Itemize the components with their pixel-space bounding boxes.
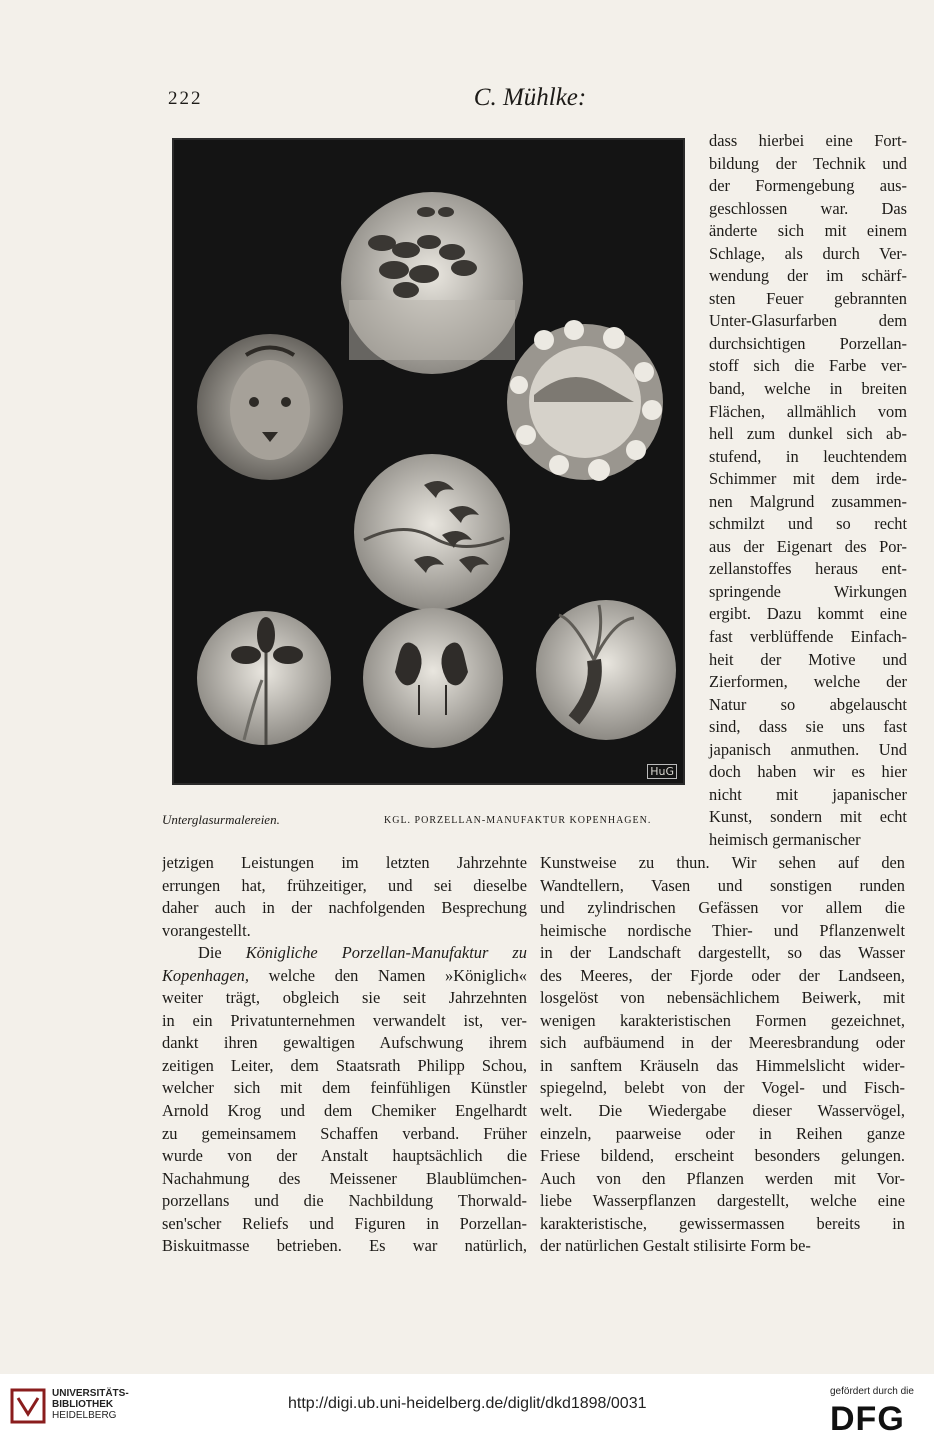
text-line: losgelöst von nebensächlichem Beiwerk, mit xyxy=(540,988,905,1008)
text-line: vorangestellt. xyxy=(162,920,251,940)
text-line: hell zum dunkel sich ab- xyxy=(709,424,907,444)
roosters-plate xyxy=(363,608,503,748)
text-line: heit der Motive und xyxy=(709,649,907,669)
text-line: Flächen, allmählich vom xyxy=(709,401,907,421)
text-line: karakteristische, gewissermassen bereits in xyxy=(540,1213,905,1233)
library-name xyxy=(52,1388,129,1421)
text-span: welche den Namen »Königlich« xyxy=(248,965,527,985)
text-line: Schimmer mit dem irde- xyxy=(709,469,907,489)
text-line: durchsichtigen Porzellan- xyxy=(709,333,907,353)
permalink-url[interactable]: http://digi.ub.uni-heidelberg.de/diglit/dkd1898/0031 xyxy=(288,1395,647,1412)
text-line: in der Landschaft dargestellt, so das Wasser xyxy=(540,943,905,963)
text-line: jetzigen Leistungen im letzten Jahrzehnte xyxy=(162,853,527,872)
text-line: Kunst, sondern mit echt xyxy=(709,807,907,827)
iris-plate xyxy=(197,611,331,745)
right-column-text xyxy=(540,852,905,1258)
landscape-flower-plate xyxy=(507,320,663,481)
text-line: Arnold Krog und dem Chemiker Engelhardt xyxy=(162,1101,527,1121)
text-line: heimische nordische Thier- und Pflanzenwelt xyxy=(540,920,905,940)
caption-left: Unterglasurmalereien. xyxy=(162,812,280,827)
text-line: dass hierbei eine Fort- xyxy=(709,131,907,150)
text-line: doch haben wir es hier xyxy=(709,762,907,782)
text-line: geschlossen war. Das xyxy=(709,198,907,218)
text-line: wurde von der Anstalt hauptsächlich die xyxy=(162,1146,527,1166)
text-line: heimisch germanischer xyxy=(709,829,861,849)
text-line: sind, dass sie uns fast xyxy=(709,717,907,737)
text-line xyxy=(162,965,527,988)
text-line: fast verblüffende Einfach- xyxy=(709,627,907,647)
text-line: sen'scher Reliefs und Figuren in Porzellan- xyxy=(162,1213,527,1233)
text-line: sten Feuer gebrannten xyxy=(709,288,907,308)
text-line: schmilzt und so recht xyxy=(709,514,907,534)
text-line: zeitigen Leiter, dem Staatsrath Philipp Schou, xyxy=(162,1055,527,1075)
side-column-text xyxy=(709,130,907,852)
text-line: Kunstweise zu thun. Wir sehen auf den xyxy=(540,853,905,872)
text-span: Die xyxy=(198,943,246,963)
text-line: in ein Privatunternehmen verwandelt ist, ver- xyxy=(162,1010,527,1030)
text-line: band, welche in breiten xyxy=(709,379,907,399)
text-line: ergibt. Dazu kommt eine xyxy=(709,604,907,624)
text-line: welcher sich mit dem feinfühligen Künstler xyxy=(162,1078,527,1098)
text-line: dankt ihren gewaltigen Aufschwung ihrem xyxy=(162,1033,527,1053)
text-line: stoff sich die Farbe ver- xyxy=(709,356,907,376)
text-line: wenigen karakteristischen Formen gezeichnet, xyxy=(540,1010,905,1030)
text-line: zu gemeinsamem Schaffen verband. Früher xyxy=(162,1123,527,1143)
library-line-2: BIBLIOTHEK xyxy=(52,1399,114,1410)
funding-note: gefördert durch die xyxy=(830,1386,914,1397)
text-line: Auch von den Pflanzen werden mit Vor- xyxy=(540,1168,905,1188)
text-line: sich aufbäumend in der Meeresbrandung oder xyxy=(540,1033,905,1053)
left-column-text xyxy=(162,852,527,1258)
text-line: wendung der im schärf- xyxy=(709,266,907,286)
text-line: der natürlichen Gestalt stilisirte Form be- xyxy=(540,1236,811,1256)
text-line: einzeln, paarweise oder in Reihen ganze xyxy=(540,1123,905,1143)
text-line xyxy=(162,942,527,965)
text-line: aus der Eigenart des Por- xyxy=(709,536,907,556)
text-line: nicht mit japanischer xyxy=(709,784,907,804)
text-line: der Formengebung aus- xyxy=(709,176,907,196)
text-line: in sanftem Kräuseln das Himmelslicht wider- xyxy=(540,1055,905,1075)
text-line: porzellans und die Nachbildung Thorwald- xyxy=(162,1191,527,1211)
text-line: japanisch anmuthen. Und xyxy=(709,739,907,759)
library-line-3: HEIDELBERG xyxy=(52,1410,117,1421)
text-line: des Meeres, der Fjorde oder der Landseen, xyxy=(540,965,905,985)
text-line: springende Wirkungen xyxy=(709,581,907,601)
text-line: weiter trägt, obgleich sie seit Jahrzehnten xyxy=(162,988,527,1008)
text-line: bildung der Technik und xyxy=(709,153,907,173)
porcelain-plates-photograph xyxy=(172,138,685,785)
artist-monogram: HuG xyxy=(647,764,677,779)
lion-plate xyxy=(197,334,343,480)
text-line: Wandtellern, Vasen und sonstigen runden xyxy=(540,875,905,895)
text-line: Schlage, als durch Ver- xyxy=(709,243,907,263)
text-line: Unter-Glasurfarben dem xyxy=(709,311,907,331)
willow-tree-plate xyxy=(536,600,676,740)
text-line: Nachahmung des Meissener Blaublümchen- xyxy=(162,1168,527,1188)
text-line: daher auch in der nachfolgenden Besprechung xyxy=(162,898,527,918)
digitization-footer xyxy=(0,1374,934,1444)
text-line: zellanstoffes heraus ent- xyxy=(709,559,907,579)
manufactory-name: Königliche Porzellan-Manufaktur zu xyxy=(245,943,527,963)
text-line: welt. Die Wiedergabe dieser Wasservögel, xyxy=(540,1101,905,1121)
caption-right: KGL. PORZELLAN-MANUFAKTUR KOPENHAGEN. xyxy=(384,815,652,826)
plates-illustration xyxy=(174,140,683,783)
text-line: errungen hat, frühzeitiger, und sei dieselbe xyxy=(162,875,527,895)
text-line: änderte sich mit einem xyxy=(709,221,907,241)
text-line: Biskuitmasse betrieben. Es war natürlich, xyxy=(162,1236,527,1256)
text-line: nen Malgrund zusammen- xyxy=(709,491,907,511)
text-line: Friese bildend, erscheint besonders gelungen. xyxy=(540,1146,905,1166)
ducks-plate xyxy=(341,192,523,374)
text-line: liebe Wasserpflanzen dargestellt, welche eine xyxy=(540,1191,905,1211)
text-line: Natur so abgelauscht xyxy=(709,694,907,714)
text-line: Zierformen, welche der xyxy=(709,672,907,692)
text-line: spiegelnd, belebt von der Vogel- und Fisch- xyxy=(540,1078,905,1098)
text-line: stufend, in leuchtendem xyxy=(709,446,907,466)
text-line: und zylindrischen Gefässen vor allem die xyxy=(540,898,905,918)
waves-plate xyxy=(354,454,510,610)
library-line-1: UNIVERSITÄTS- xyxy=(52,1388,129,1399)
running-head: C. Mühlke: xyxy=(473,84,587,111)
manufactory-city: Kopenhagen, xyxy=(162,965,249,985)
library-logo-icon xyxy=(10,1388,46,1424)
page-number: 222 xyxy=(168,88,203,109)
dfg-logo: DFG xyxy=(830,1400,905,1438)
